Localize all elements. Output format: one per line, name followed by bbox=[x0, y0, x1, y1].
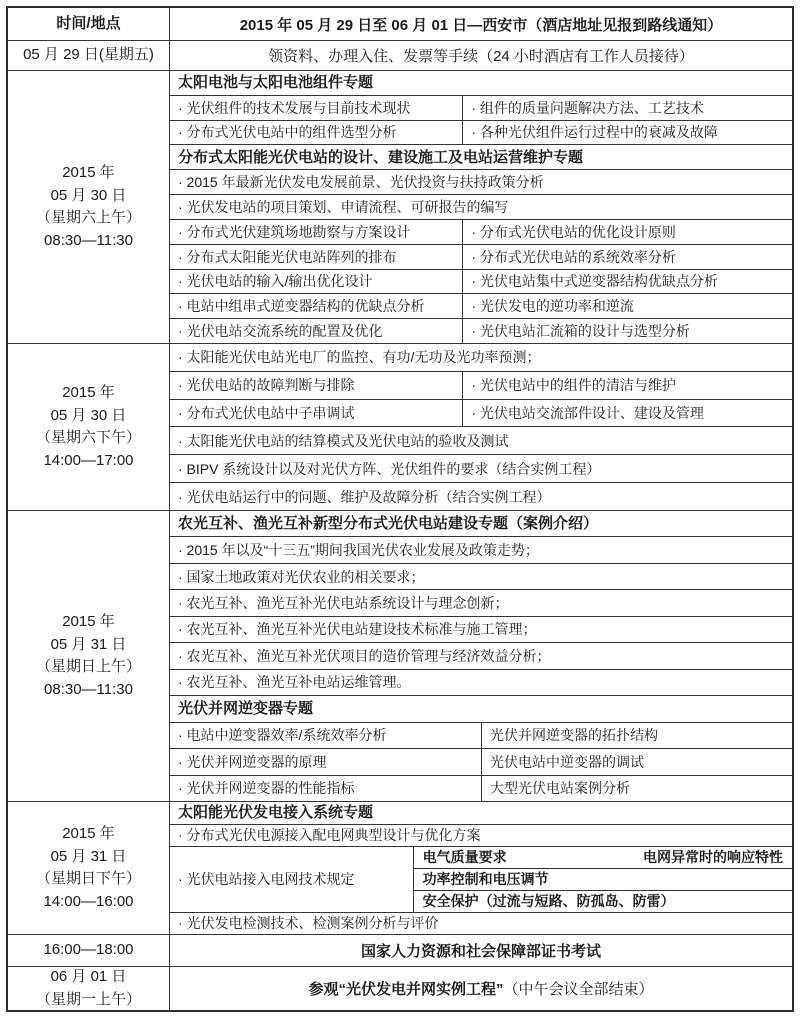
agenda-item: · 光伏发电检测技术、检测案例分析与评价 bbox=[170, 912, 792, 935]
time-line: （星期日上午） bbox=[35, 658, 141, 675]
header-time-location: 时间/地点 bbox=[8, 8, 170, 40]
agenda-pair bbox=[170, 95, 792, 120]
agenda-item-left: · 光伏电站的故障判断与排除 bbox=[178, 377, 355, 394]
session-rows bbox=[170, 344, 792, 510]
agenda-item-right: 大型光伏电站案例分析 bbox=[481, 776, 792, 801]
session-saturday-afternoon bbox=[8, 343, 792, 510]
agenda-item-left: · 分布式光伏电站中子串调试 bbox=[178, 405, 355, 422]
agenda-item-left: · 光伏电站接入电网技术规定 bbox=[178, 871, 355, 888]
agenda-item-left: · 电站中逆变器效率/系统效率分析 bbox=[178, 727, 387, 744]
agenda-subrow bbox=[414, 847, 792, 868]
visit-title bbox=[170, 967, 792, 1010]
exam-time: 16:00—18:00 bbox=[8, 935, 170, 966]
agenda-item-left: · 光伏并网逆变器的性能指标 bbox=[178, 780, 355, 797]
agenda-subitem: 安全保护（过流与短路、防孤岛、防雷） bbox=[422, 893, 675, 910]
session-rows bbox=[170, 511, 792, 801]
agenda-pair bbox=[170, 244, 792, 269]
section-title: 光伏并网逆变器专题 bbox=[170, 695, 792, 721]
agenda-item: · 分布式光伏电源接入配电网典型设计与优化方案 bbox=[170, 824, 792, 847]
session-sunday-morning bbox=[8, 510, 792, 801]
session-rows bbox=[170, 802, 792, 934]
exam-row bbox=[8, 934, 792, 966]
agenda-subtable bbox=[170, 846, 792, 912]
agenda-item-right: · 分布式光伏电站的系统效率分析 bbox=[462, 245, 792, 269]
time-line: （星期六下午） bbox=[35, 429, 141, 446]
agenda-subrow bbox=[414, 890, 792, 912]
agenda-item: · 农光互补、渔光互补光伏项目的造价管理与经济效益分析； bbox=[170, 642, 792, 668]
visit-title-bold: 参观“光伏发电并网实例工程” bbox=[308, 981, 504, 998]
agenda-item: · 光伏发电站的项目策划、申请流程、可研报告的编写 bbox=[170, 194, 792, 219]
agenda-pair bbox=[170, 120, 792, 145]
time-line: 14:00—17:00 bbox=[43, 451, 134, 469]
agenda-pair bbox=[170, 219, 792, 244]
agenda-item: · 2015 年最新光伏发电发展前景、光伏投资与扶持政策分析 bbox=[170, 169, 792, 194]
checkin-date: 05 月 29 日(星期五) bbox=[8, 41, 170, 70]
time-line: 06 月 01 日 bbox=[50, 968, 127, 985]
section-title: 太阳电池与太阳电池组件专题 bbox=[178, 74, 374, 92]
agenda-item-left: · 分布式太阳能光伏电站阵列的排布 bbox=[178, 248, 397, 265]
agenda-subitem: 电气质量要求 bbox=[422, 849, 507, 866]
agenda-pair bbox=[170, 722, 792, 748]
agenda-item-left: · 光伏电站交流系统的配置及优化 bbox=[178, 322, 383, 339]
header-row bbox=[8, 8, 792, 40]
session-saturday-morning bbox=[8, 70, 792, 343]
time-line: 2015 年 bbox=[62, 384, 115, 401]
agenda-item-right: 光伏电站中逆变器的调试 bbox=[481, 749, 792, 774]
agenda-item-right: · 光伏电站集中式逆变器结构优缺点分析 bbox=[462, 270, 792, 294]
time-cell bbox=[8, 511, 170, 801]
time-cell bbox=[8, 71, 170, 343]
agenda-item-left: · 电站中组串式逆变器结构的优缺点分析 bbox=[178, 298, 425, 315]
schedule-table bbox=[6, 6, 794, 1012]
time-line: （星期一上午） bbox=[35, 990, 141, 1008]
section-title: 太阳能光伏发电接入系统专题 bbox=[178, 804, 374, 822]
agenda-pair bbox=[170, 269, 792, 294]
agenda-item-right: · 组件的质量问题解决方法、工艺技术 bbox=[462, 96, 792, 120]
time-line: 2015 年 bbox=[62, 825, 115, 842]
session-rows bbox=[170, 71, 792, 343]
agenda-item-left: · 分布式光伏电站中的组件选型分析 bbox=[178, 124, 397, 141]
agenda-item: · 太阳能光伏电站光电厂的监控、有功/无功及光功率预测； bbox=[178, 349, 541, 366]
agenda-item-left: · 分布式光伏建筑场地勘察与方案设计 bbox=[178, 223, 411, 240]
agenda-item-right: · 光伏电站汇流箱的设计与选型分析 bbox=[462, 319, 792, 343]
agenda-item-right: · 光伏发电的逆功率和逆流 bbox=[462, 294, 792, 318]
agenda-item: · 农光互补、渔光互补光伏电站建设技术标准与施工管理； bbox=[170, 616, 792, 642]
agenda-item: · 2015 年以及“十三五”期间我国光伏农业发展及政策走势； bbox=[170, 536, 792, 562]
agenda-pair bbox=[170, 293, 792, 318]
agenda-item: · BIPV 系统设计以及对光伏方阵、光伏组件的要求（结合实例工程） bbox=[170, 454, 792, 482]
time-line: 14:00—16:00 bbox=[43, 892, 134, 910]
time-line: 08:30—11:30 bbox=[44, 231, 133, 249]
agenda-item-right: · 各种光伏组件运行过程中的衰减及故障 bbox=[462, 121, 792, 145]
agenda-item-left: · 光伏电站的输入/输出优化设计 bbox=[178, 273, 373, 290]
exam-title: 国家人力资源和社会保障部证书考试 bbox=[360, 943, 601, 960]
time-line: 05 月 30 日 bbox=[50, 186, 127, 204]
time-cell bbox=[8, 344, 170, 510]
agenda-item: · 农光互补、渔光互补光伏电站系统设计与理念创新； bbox=[170, 589, 792, 615]
time-line: 08:30—11:30 bbox=[44, 680, 133, 698]
time-line: 2015 年 bbox=[62, 613, 115, 630]
section-title: 农光互补、渔光互补新型分布式光伏电站建设专题（案例介绍） bbox=[178, 515, 599, 533]
header-event-title: 2015 年 05 月 29 日至 06 月 01 日—西安市（酒店地址见报到路线通知） bbox=[239, 16, 723, 34]
time-cell bbox=[8, 802, 170, 934]
time-line: 05 月 30 日 bbox=[50, 406, 127, 424]
agenda-subrow bbox=[414, 868, 792, 890]
agenda-item-right: 光伏并网逆变器的拓扑结构 bbox=[481, 723, 792, 748]
visit-title-rest: （中午会议全部结束） bbox=[503, 981, 654, 998]
agenda-pair bbox=[170, 399, 792, 427]
agenda-item: · 农光互补、渔光互补电站运维管理。 bbox=[170, 669, 792, 695]
agenda-item: · 光伏电站运行中的问题、维护及故障分析（结合实例工程） bbox=[170, 482, 792, 510]
visit-date-cell bbox=[8, 967, 170, 1010]
agenda-item-right: · 分布式光伏电站的优化设计原则 bbox=[462, 220, 792, 244]
agenda-item: · 国家土地政策对光伏农业的相关要求； bbox=[170, 563, 792, 589]
agenda-pair bbox=[170, 318, 792, 343]
agenda-item-left: · 光伏并网逆变器的原理 bbox=[178, 753, 327, 770]
visit-row bbox=[8, 966, 792, 1010]
agenda-item-right: · 光伏电站交流部件设计、建设及管理 bbox=[462, 400, 792, 427]
agenda-pair bbox=[170, 775, 792, 801]
time-line: 05 月 31 日 bbox=[50, 847, 127, 865]
time-line: 2015 年 bbox=[62, 164, 115, 181]
agenda-item: · 太阳能光伏电站的结算模式及光伏电站的验收及测试 bbox=[170, 426, 792, 454]
agenda-subitem: 电网异常时的响应特性 bbox=[643, 849, 783, 866]
section-title: 分布式太阳能光伏电站的设计、建设施工及电站运营维护专题 bbox=[170, 144, 792, 169]
checkin-row bbox=[8, 40, 792, 70]
time-line: （星期日下午） bbox=[35, 870, 141, 887]
session-sunday-afternoon bbox=[8, 801, 792, 934]
agenda-item-right: · 光伏电站中的组件的清洁与维护 bbox=[462, 372, 792, 399]
checkin-activities: 领资料、办理入住、发票等手续（24 小时酒店有工作人员接待） bbox=[268, 48, 694, 65]
agenda-subitem: 功率控制和电压调节 bbox=[422, 871, 549, 888]
agenda-pair bbox=[170, 371, 792, 399]
time-line: （星期六上午） bbox=[35, 209, 141, 226]
agenda-subrows bbox=[413, 847, 792, 912]
agenda-pair bbox=[170, 748, 792, 774]
agenda-item-left: · 光伏组件的技术发展与目前技术现状 bbox=[178, 99, 411, 116]
time-line: 05 月 31 日 bbox=[50, 635, 127, 653]
